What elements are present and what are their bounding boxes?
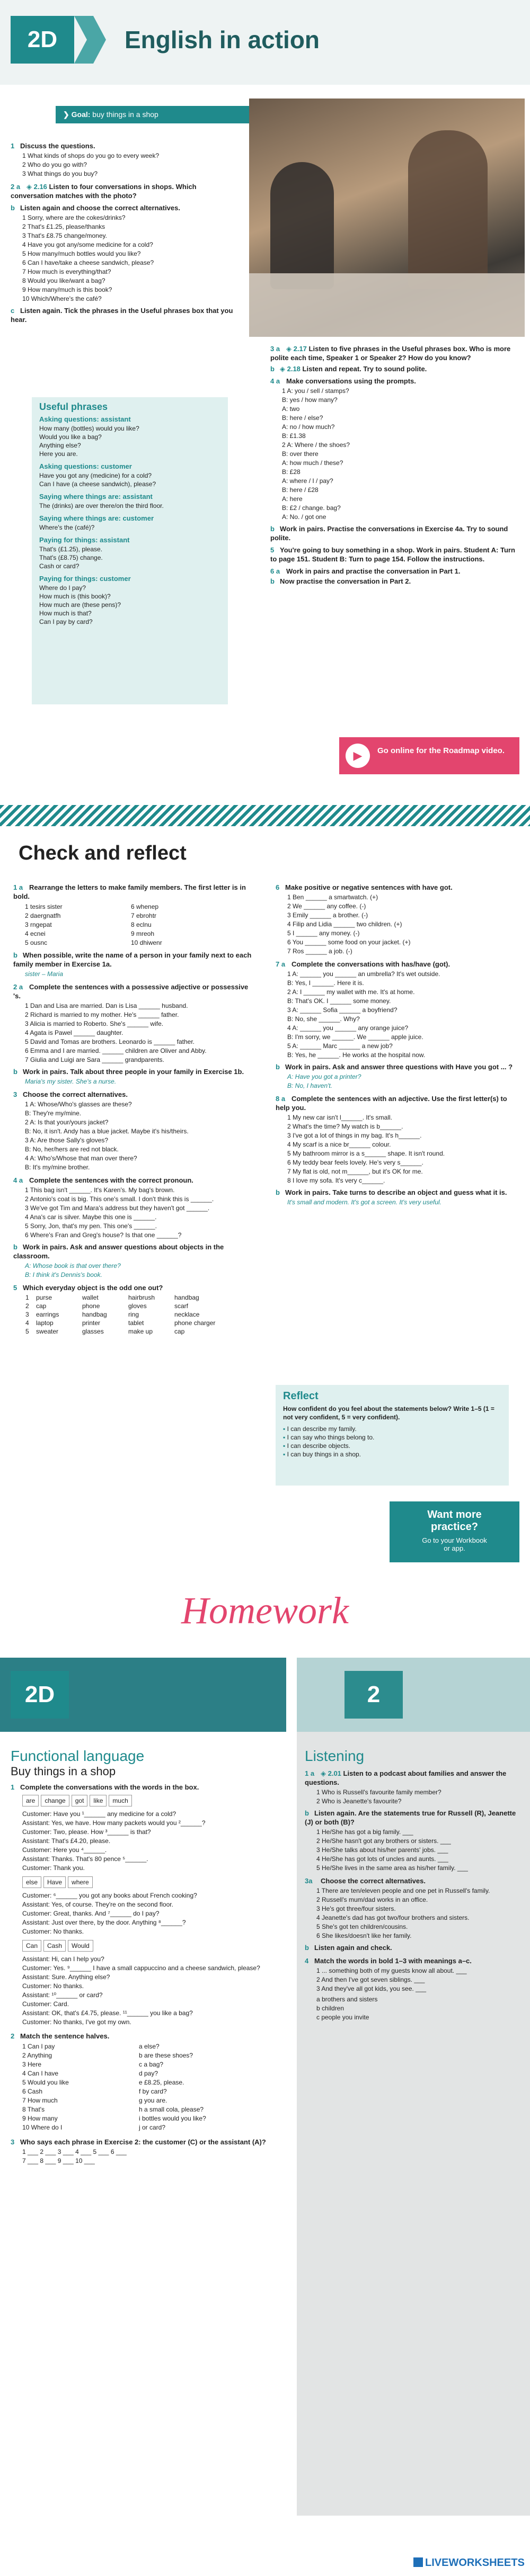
video-camera-icon: ▶ — [346, 744, 370, 768]
assistant-figure — [408, 130, 488, 289]
page-title: English in action — [125, 26, 320, 53]
cr-column-left: 1 a Rearrange the letters to make family members. The first letter is in bold. 1 tesirs sister 2 daergnatfh 3 rngepat 4 ecnei 5 ousnc 6 whenep 7 ebrohtr 8 eclnu 9 mreoh 10 dhiwenr b When possible, write the name of a person in your family next to each family member in Exercise 1a. sister – Maria 2 a Complete the sentences with a possessive adjective or possessive 's. 1 Dan and Lisa are married. Dan is Lisa ______ husband. 2 Richard is married to my mother. He's ______ father. 3 Alicia is married to Roberto. She's ______ wife. 4 Agata is Pawel ______ daughter. 5 David and Tomas are brothers. Leonardo is ______ father. 6 Emma and I are married. ______ children are Oliver and Abby. 7 Giulia and Luigi are Sara ______ grandparents. b Work in pairs. Talk about three people in your family in Exercise 1b. Maria's my sister. She's a nurse. 3 Choose the correct alternatives. 1 A: Whose/Who's glasses are these? B: They're my/mine. 2 A: Is that your/yours jacket? B: No, it isn't. Andy has a blue jacket. Maybe it's his/theirs. 3 A: Are those Sally's gloves? B: No, her/hers are red not black. 4 A: Who's/Whose that man over there? B: It's my/mine brother. 4 a Complete the sentences with the correct pronoun. 1 This bag isn't ______. It's Karen's. My bag's brown. 2 Antonio's coat is big. This one's small. I don't think this is ______. 3 We've got Tim and Mara's address but they haven't got ______. 4 Ana's car is silver. Maybe this one is ______. 5 Sorry, Jon, that's my pen. This one's ______. 6 Where's Fran and Greg's house? Is that one ______? b Work in pairs. Ask and answer questions about objects in the classroom. A: Whose book is that over there? B: I think it's Dennis's book. 5 Which everyday object is the odd one out? 1 purse wallet hairbrush handbag 2 cap phone gloves scarf 3 earrings handbag ring necklace 4 laptop printer tablet phone charger 5 sweater glasses make up cap — [13, 883, 252, 1335]
exercise-column-right: 3 a ◈ 2.17 Listen to five phrases in the Useful phrases box. Who is more polite each time, Speaker 1 or Speaker 2? How do you know? b ◈ 2.18 Listen and repeat. Try to sound polite. 4 a Make conversations using the prompts. 1 A: you / sell / stamps? B: yes / how many? A: two B: here / else? A: no / how much? B: £1.38 2 A: Where / the shoes? B: over there A: how much / these? B: £28 A: where / I / pay? B: here / £28 A: here B: £2 / change. bag? A: No. / got one b Work in pairs. Practise the conversations in Exercise 4a. Try to sound polite. 5 You're going to buy something in a shop. Work in pairs. Student A: Turn to page 151. Student B: Turn to page 154. Follow the instructions. 6 a Work in pairs and practise the conversation in Part 1. b Now practise the conversation in Part 2. — [270, 345, 515, 585]
header-chevron-decor — [74, 16, 106, 64]
cr-column-right: 6 Make positive or negative sentences with have got. 1 Ben ______ a smartwatch. (+) 2 We ______ any coffee. (-) 3 Emily ______ a brother. (-) 4 Filip and Lidia ______ two children. (+) 5 I ______ any money. (-) 6 You ______ some food on your jacket. (+) 7 Ros ______ a job. (-) 7 a Complete the conversations with has/have (got). 1 A: ______ you ______ an umbrella? It's wet outside. B: Yes, I ______. Here it is. 2 A: I ______ my wallet with me. It's at home. B: That's OK. I ______ some money. 3 A: ______ Sofia ______ a boyfriend? B: No, she ______. Why? 4 A: ______ you ______ any orange juice? B: I'm sorry, we ______. We ______ apple juice. 5 A: ______ Marc ______ a new job? B: Yes, he ______. He works at the hospital now. b Work in pairs. Ask and answer three questions with Have you got ... ? A: Have you got a printer? B: No, I haven't. 8 a Complete the sentences with an adjective. Use the first letter(s) to help you. 1 My new car isn't l______. It's small. 2 What's the time? My watch is b______. 3 I've got a lot of things in my bag. It's h______. 4 My scarf is a nice br______ colour. 5 My bathroom mirror is a s______ shape. It isn't round. 6 My teddy bear feels lovely. He's very s______. 7 My flat is old, not m______, but it's OK for me. 8 I love my sofa. It's very c______. b Work in pairs. Take turns to describe an object and guess what it is. It's small and modern. It's got a screen. It's very useful. — [276, 883, 513, 1206]
homework-header-left — [0, 1658, 286, 1732]
bullet-icon: ▪ — [283, 1425, 287, 1433]
reflect-box: Reflect How confident do you feel about the statements below? Write 1–5 (1 = not very confident, 5 = very confident). ▪ I can describe my family. ▪ I can say who things belong to. ▪ I can describe objects. ▪ I can buy things in a shop. — [276, 1385, 509, 1486]
bullet-icon: ▪ — [283, 1442, 287, 1450]
roadmap-video-banner[interactable]: ▶ Go online for the Roadmap video. — [339, 737, 519, 774]
exercise-column-left: 1 Discuss the questions. 1 What kinds of shops do you go to every week? 2 Who do you go with? 3 What things do you buy? 2 a ◈ 2.16 Listen to four conversations in shops. Which conversation matches with the photo? b Listen again and choose the correct alternatives. 1 Sorry, where are the cokes/drinks? 2 That's £1.25, please/thanks 3 That's £8.75 change/money. 4 Have you got any/some medicine for a cold? 5 How many/much bottles would you like? 6 Can I have/take a cheese sandwich, please? 7 How much is everything/that? 8 Would you like/want a bag? 9 How many/much is this book? 10 Which/Where's the café? c Listen again. Tick the phrases in the Useful phrases box that you hear. — [11, 142, 233, 324]
word-box-1: are change got like much — [22, 1795, 286, 1806]
more-practice-banner[interactable]: Want more practice? Go to your Workbook or app. — [390, 1501, 519, 1562]
homework-title: Homework — [181, 1589, 349, 1632]
section-divider-stripe — [0, 805, 530, 826]
customer-figure — [270, 162, 334, 289]
goal-bar: ❯ Goal: buy things in a shop — [56, 106, 251, 123]
audio-icon[interactable]: ◈ — [26, 183, 34, 191]
audio-icon[interactable]: ◈ — [286, 345, 294, 353]
check-reflect-title: Check and reflect — [19, 842, 187, 864]
shop-counter — [249, 273, 525, 337]
odd-one-out-table: 1 purse wallet hairbrush handbag 2 cap phone gloves scarf 3 earrings handbag ring necklace 4 laptop printer tablet phone charger 5 sweater glasses make up cap — [25, 1294, 216, 1335]
lesson-badge: 2D — [11, 16, 74, 64]
homework-badge-left: 2D — [11, 1671, 69, 1719]
word-box-3: Can Cash Would — [22, 1940, 286, 1952]
lesson-header — [0, 0, 530, 85]
word-box-2: else Have where — [22, 1876, 286, 1888]
shop-photo — [249, 99, 525, 337]
useful-phrases-box: Useful phrases Asking questions: assistant How many (bottles) would you like? Would you like a bag? Anything else? Here you are. Asking questions: customer Have you got any (medicine) for a cold? Can I have (a cheese sandwich), please? Saying where things are: assistant The (drinks) are over there/on the third floor. Saying where things are: customer Where's the (café)? Paying for things: assistant That's (£1.25), please. That's (£8.75) change. Cash or card? Paying for things: customer Where do I pay? How much is (this book)? How much are (these pens)? How much is that? Can I pay by card? — [32, 397, 228, 704]
audio-icon[interactable]: ◈ — [280, 365, 287, 373]
homework-badge-right: 2 — [344, 1671, 403, 1719]
footer-logo: LIVEWORKSHEETS — [413, 2557, 525, 2569]
chevron-right-icon: ❯ — [63, 110, 72, 119]
listening-content: Listening 1 a ◈ 2.01 Listen to a podcast about families and answer the questions. 1 Who is Russell's favourite family member? 2 Who is Jeanette's favourite? b Listen again. Are the statements true for Russell (R), Jeanette (J) or both (B)? 1 He/She has got a big family. ___ 2 He/She hasn't got any brothers or sisters. ___ 3 He/She talks about his/her parents' jobs. ___ 4 He/She has got lots of uncles and aunts. ___ 5 He/She lives in the same area as his/her family. ___ 3a Choose the correct alternatives. 1 There are ten/eleven people and one pet in Russell's family. 2 Russell's mum/dad works in an office. 3 He's got three/four sisters. 4 Jeanette's dad has got two/four brothers and sisters. 5 She's got ten children/cousins. 6 She likes/doesn't like her family. b Listen again and check. 4 Match the words in bold 1–3 with meanings a–c. 1 ... something both of my guests know all about. ___ 2 And then I've got seven siblings. ___ 3 And they've all got kids, you see. ___ a brothers and sisters b children c people you invite — [305, 1748, 516, 2021]
functional-language-column: Functional language Buy things in a shop 1 Complete the conversations with the words in the box. are change got like much Customer: Have you ¹______ any medicine for a cold? Assistant: Yes, we have. How many packets would you ²______? Customer: Two, please. How ³______ is that? Assistant: That's £4.20, please. Customer: Here you ⁴______. Assistant: Thanks. That's 80 pence ⁵______. Customer: Thank you. else Have where Customer: ⁶______ you got any books about French cooking? Assistant: Yes, of course. They're on the second floor. Customer: Great, thanks. And ⁷______ do I pay? Assistant: Just over there, by the door. Anything ⁸______? Customer: No thanks. Can Cash Would Assistant: Hi, can I help you? Customer: Yes. ⁹______ I have a small cappuccino and a cheese sandwich, please? Assistant: Sure. Anything else? Customer: No thanks. Assistant: ¹⁰______ or card? Customer: Card. Assistant: OK, that's £4.75, please. ¹¹______ you like a bag? Customer: No thanks, I've got my own. 2 Match the sentence halves. 1 Can I pay 2 Anything 3 Here 4 Can I have 5 Would you like 6 Cash 7 How much 8 That's 9 How many 10 Where do I a else? b are these shoes? c a bag? d pay? e £8.25, please. f by card? g you are. h a small cola, please? i bottles would you like? j or card? 3 Who says each phrase in Exercise 2: the customer (C) or the assistant (A)? 1 ___ 2 ___ 3 ___ 4 ___ 5 ___ 6 ___ 7 ___ 8 ___ 9 ___ 10 ___ — [11, 1748, 286, 2166]
audio-icon[interactable]: ◈ — [321, 1769, 328, 1777]
homework-header-right — [297, 1658, 530, 1732]
bullet-icon: ▪ — [283, 1434, 287, 1441]
bullet-icon: ▪ — [283, 1451, 287, 1458]
liveworksheets-logo-icon — [413, 2557, 423, 2567]
